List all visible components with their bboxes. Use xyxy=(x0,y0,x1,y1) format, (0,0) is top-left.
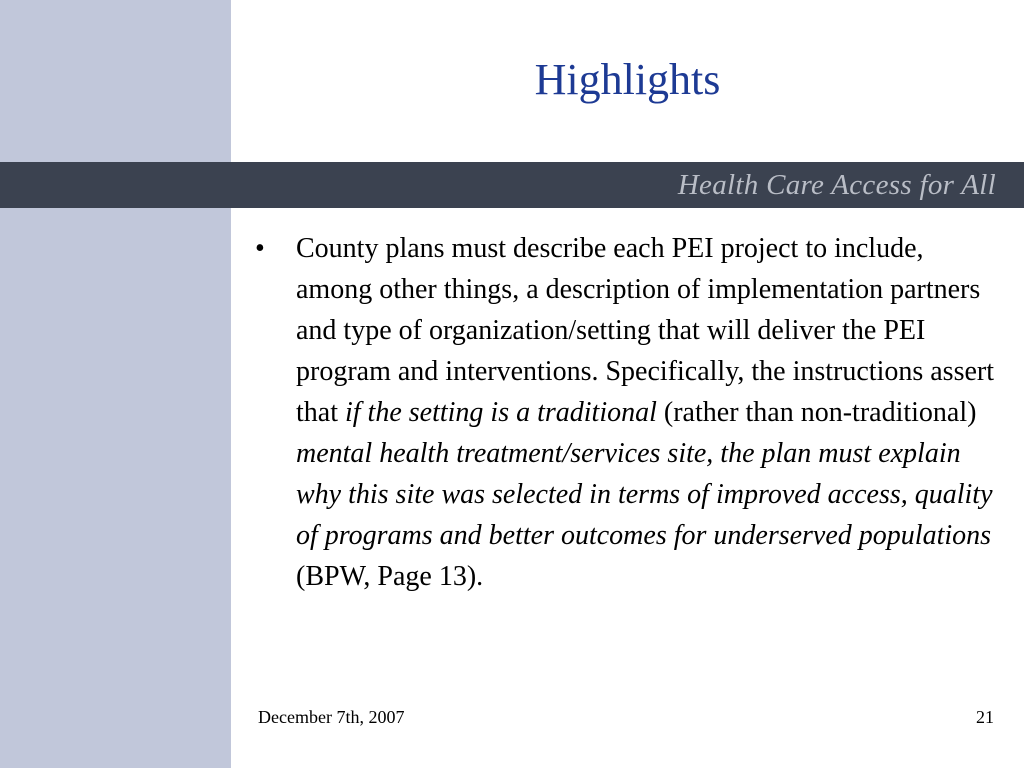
banner-tagline: Health Care Access for All xyxy=(677,169,996,201)
footer-page-number: 21 xyxy=(976,707,994,727)
header-banner xyxy=(0,162,1024,208)
bullet-marker: • xyxy=(255,233,265,264)
bullet-text-part-3: (BPW, Page 13). xyxy=(296,561,484,592)
footer-date: December 7th, 2007 xyxy=(258,707,405,727)
bullet-italic-part-1: if the setting is a traditional xyxy=(345,397,657,428)
left-side-panel xyxy=(0,0,231,768)
bullet-text-part-1: County plans must describe each PEI project to include, among other things, a description of implementation partners and type of organization/setting that will deliver the PEI program and interventions. Specifically, the instructions assert that xyxy=(296,233,995,428)
bullet-paragraph xyxy=(296,228,996,597)
bullet-text-part-2: (rather than non-traditional) xyxy=(656,397,977,428)
bullet-italic-part-2: mental health treatment/services site, the plan must explain why this site was selected in terms of improved access, quality of programs and better outcomes for underserved populations xyxy=(296,438,993,551)
slide-title: Highlights xyxy=(534,55,721,104)
slide-body xyxy=(255,228,1000,597)
